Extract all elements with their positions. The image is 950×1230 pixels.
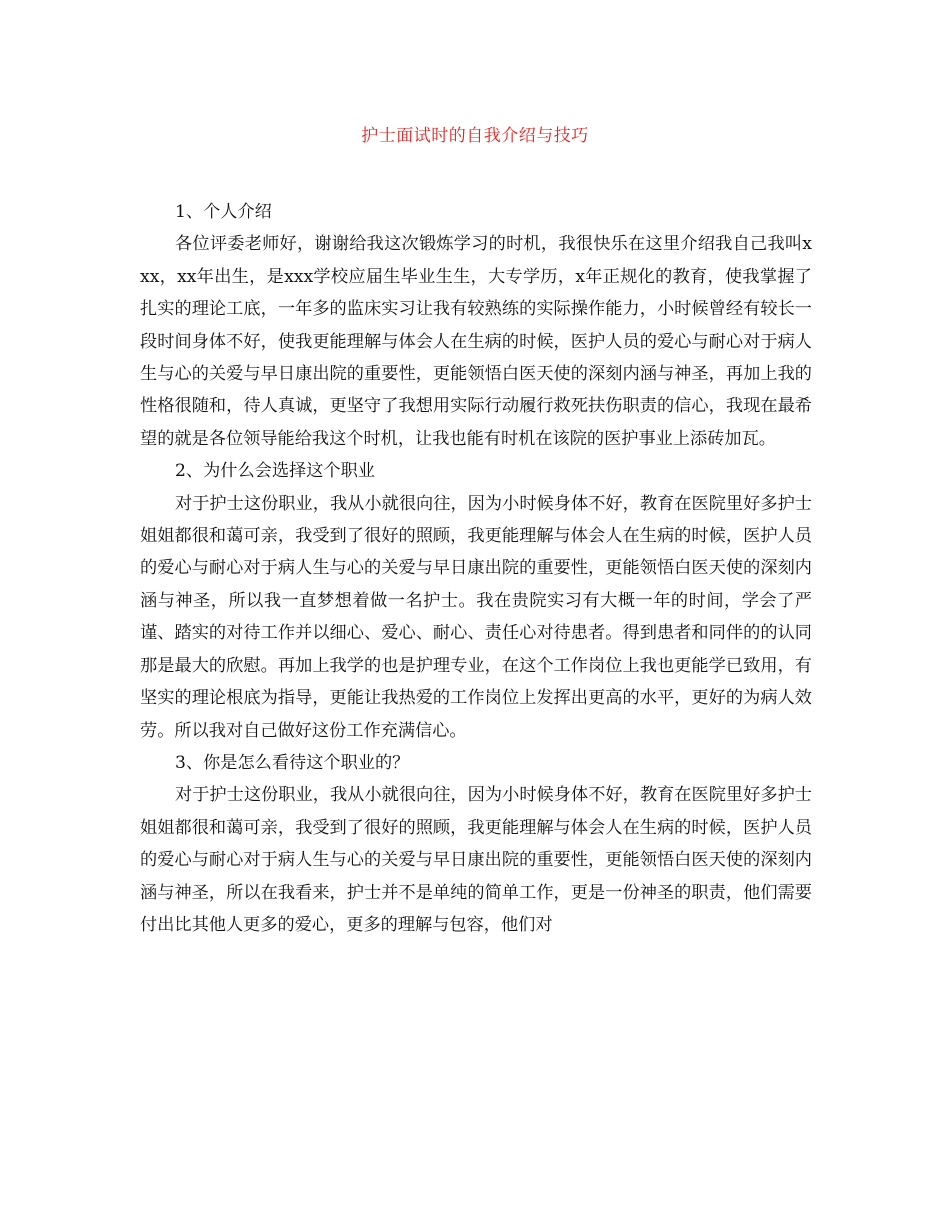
document-title: 护士面试时的自我介绍与技巧 (361, 126, 589, 146)
section-heading-3: 3、你是怎么看待这个职业的？ (175, 752, 410, 773)
section-heading-2: 2、为什么会选择这个职业 (175, 461, 375, 482)
paragraph-3: 对于护士这份职业，我从小就很向往，因为小时候身体不好，教育在医院里好多护士姐姐都很和蔼可亲，我受到了很好的照顾，我更能理解与体会人在生病的时候，医护人员的爱心与耐心对于病人生与心的关爱与早日康出院的重要性，更能领悟白医天使的深刻内涵与神圣，所以在我看来，护士并不是单纯的简单工作，更是一份神圣的职责，他们需要付出比其他人更多的爱心，更多的理解与包容，他们对 (140, 785, 812, 935)
paragraph-1: 各位评委老师好，谢谢给我这次锻炼学习的时机，我很快乐在这里介绍我自己我叫xxx，xx年出生，是xxx学校应届生毕业生生，大专学历，x年正规化的教育，使我掌握了扎实的理论工底，一年多的监床实习让我有较熟练的实际操作能力，小时候曾经有较长一段时间身体不好，使我更能理解与体会人在生病的时候，医护人员的爱心与耐心对于病人生与心的关爱与早日康出院的重要性，更能领悟白医天使的深刻内涵与神圣，再加上我的性格很随和，待人真诚，更坚守了我想用实际行动履行救死扶伤职责的信心，我现在最希望的就是各位领导能给我这个时机，让我也能有时机在该院的医护事业上添砖加瓦。 (140, 234, 812, 449)
section-heading-1: 1、个人介绍 (175, 202, 272, 222)
document-body (140, 196, 812, 941)
paragraph-2: 对于护士这份职业，我从小就很向往，因为小时候身体不好，教育在医院里好多护士姐姐都很和蔼可亲，我受到了很好的照顾，我更能理解与体会人在生病的时候，医护人员的爱心与耐心对于病人生与心的关爱与早日康出院的重要性，更能领悟白医天使的深刻内涵与神圣，所以我一直梦想着做一名护士。我在贵院实习有大概一年的时间，学会了严谨、踏实的对待工作并以细心、爱心、耐心、责任心对待患者。得到患者和同伴的的认同那是最大的欣慰。再加上我学的也是护理专业，在这个工作岗位上我也更能学已致用，有坚实的理论根底为指导，更能让我热爱的工作岗位上发挥出更高的水平，更好的为病人效劳。所以我对自己做好这份工作充满信心。 (140, 493, 812, 741)
